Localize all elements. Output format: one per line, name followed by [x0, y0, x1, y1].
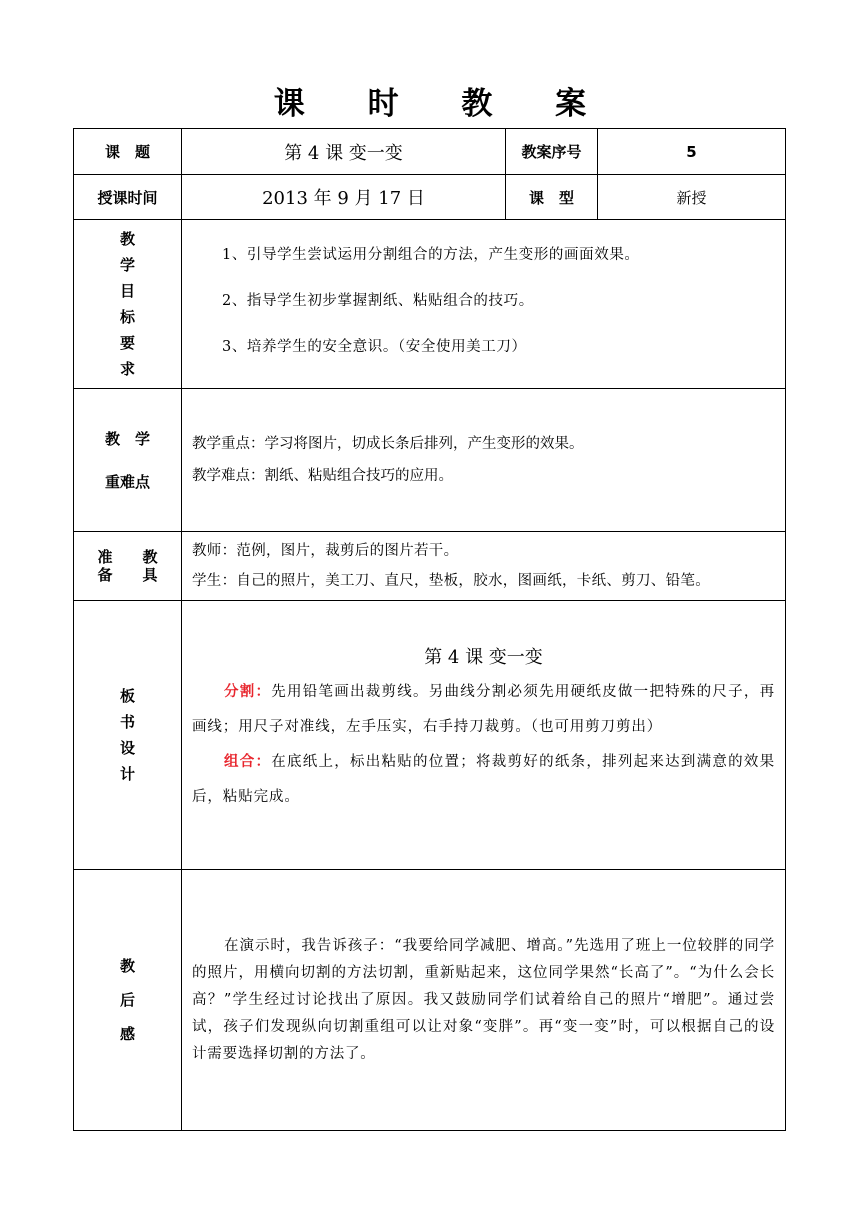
board-label-char: 板 [119, 687, 135, 705]
reflection-label-char: 感 [119, 1025, 135, 1043]
preparation-label-line: 备 具 [97, 566, 158, 584]
preparation-label [74, 532, 182, 601]
lesson-plan-table [73, 128, 786, 1131]
key-points-row [74, 389, 786, 532]
goal-item: 3、培养学生的安全意识。（安全使用美工刀） [222, 339, 527, 355]
sequence-value: 5 [598, 129, 786, 175]
goal-item: 1、引导学生尝试运用分割组合的方法，产生变形的画面效果。 [222, 247, 640, 263]
goals-label-char: 标 [119, 308, 135, 326]
type-label: 课 型 [506, 175, 598, 220]
goals-row [74, 220, 786, 389]
time-label: 授课时间 [74, 175, 182, 220]
goals-label-char: 学 [119, 256, 135, 274]
preparation-label-line: 准 教 [97, 548, 158, 566]
time-value: 2013 年 9 月 17 日 [182, 175, 506, 220]
topic-value: 第 4 课 变一变 [182, 129, 506, 175]
goals-label-char: 目 [119, 282, 135, 300]
goals-label-char: 要 [119, 334, 135, 352]
goals-label [74, 220, 182, 389]
key-points-label [74, 389, 182, 532]
time-row [74, 175, 786, 220]
board-keyword-split: 分割： [224, 684, 272, 700]
goals-label-char: 求 [119, 360, 135, 378]
board-text-combine: 在底纸上，标出粘贴的位置；将裁剪好的纸条，排列起来达到满意的效果后，粘贴完成。 [192, 754, 776, 805]
board-content [182, 601, 786, 870]
board-paragraph-combine [182, 745, 785, 815]
goals-content [182, 220, 786, 389]
board-label-char: 设 [119, 739, 135, 757]
goal-item: 2、指导学生初步掌握割纸、粘贴组合的技巧。 [222, 293, 534, 309]
reflection-label-char: 后 [119, 991, 135, 1009]
board-paragraph-split [182, 675, 785, 745]
key-points-label-line: 重难点 [104, 473, 150, 491]
topic-row [74, 129, 786, 175]
board-label-char: 计 [119, 765, 135, 783]
preparation-content [182, 532, 786, 601]
type-value: 新授 [598, 175, 786, 220]
key-point-item: 教学重点：学习将图片，切成长条后排列，产生变形的效果。 [192, 436, 584, 452]
key-points-content [182, 389, 786, 532]
board-label [74, 601, 182, 870]
page-title: 课 时 教 案 [273, 86, 613, 122]
board-text-split: 先用铅笔画出裁剪线。另曲线分割必须先用硬纸皮做一把特殊的尺子，再画线；用尺子对准线，左手压实，右手持刀裁剪。（也可用剪刀剪出） [192, 684, 776, 735]
topic-label: 课 题 [74, 129, 182, 175]
board-label-char: 书 [119, 713, 135, 731]
preparation-row [74, 532, 786, 601]
reflection-label-char: 教 [119, 957, 135, 975]
preparation-item: 教师：范例，图片，裁剪后的图片若干。 [192, 543, 459, 559]
reflection-text: 在演示时，我告诉孩子：“我要给同学减肥、增高。”先选用了班上一位较胖的同学的照片，用横向切割的方法切割，重新贴起来，这位同学果然“长高了”。“为什么会长高？”学生经过讨论找出了原因。我又鼓励同学们试着给自己的照片“增肥”。通过尝试，孩子们发现纵向切割重组可以让对象“变胖”。再“变一变”时，可以根据自己的设计需要选择切割的方法了。 [192, 937, 775, 1062]
goals-label-char: 教 [119, 230, 135, 248]
sequence-label: 教案序号 [506, 129, 598, 175]
reflection-label [74, 870, 182, 1131]
preparation-item: 学生：自己的照片，美工刀、直尺，垫板，胶水，图画纸，卡纸、剪刀、铅笔。 [192, 573, 710, 589]
key-points-label-line: 教 学 [104, 430, 150, 448]
board-heading: 第 4 课 变一变 [424, 647, 543, 668]
reflection-row [74, 870, 786, 1131]
board-row [74, 601, 786, 870]
board-keyword-combine: 组合： [224, 754, 272, 770]
key-point-item: 教学难点：割纸、粘贴组合技巧的应用。 [192, 468, 453, 484]
reflection-content [182, 870, 786, 1131]
